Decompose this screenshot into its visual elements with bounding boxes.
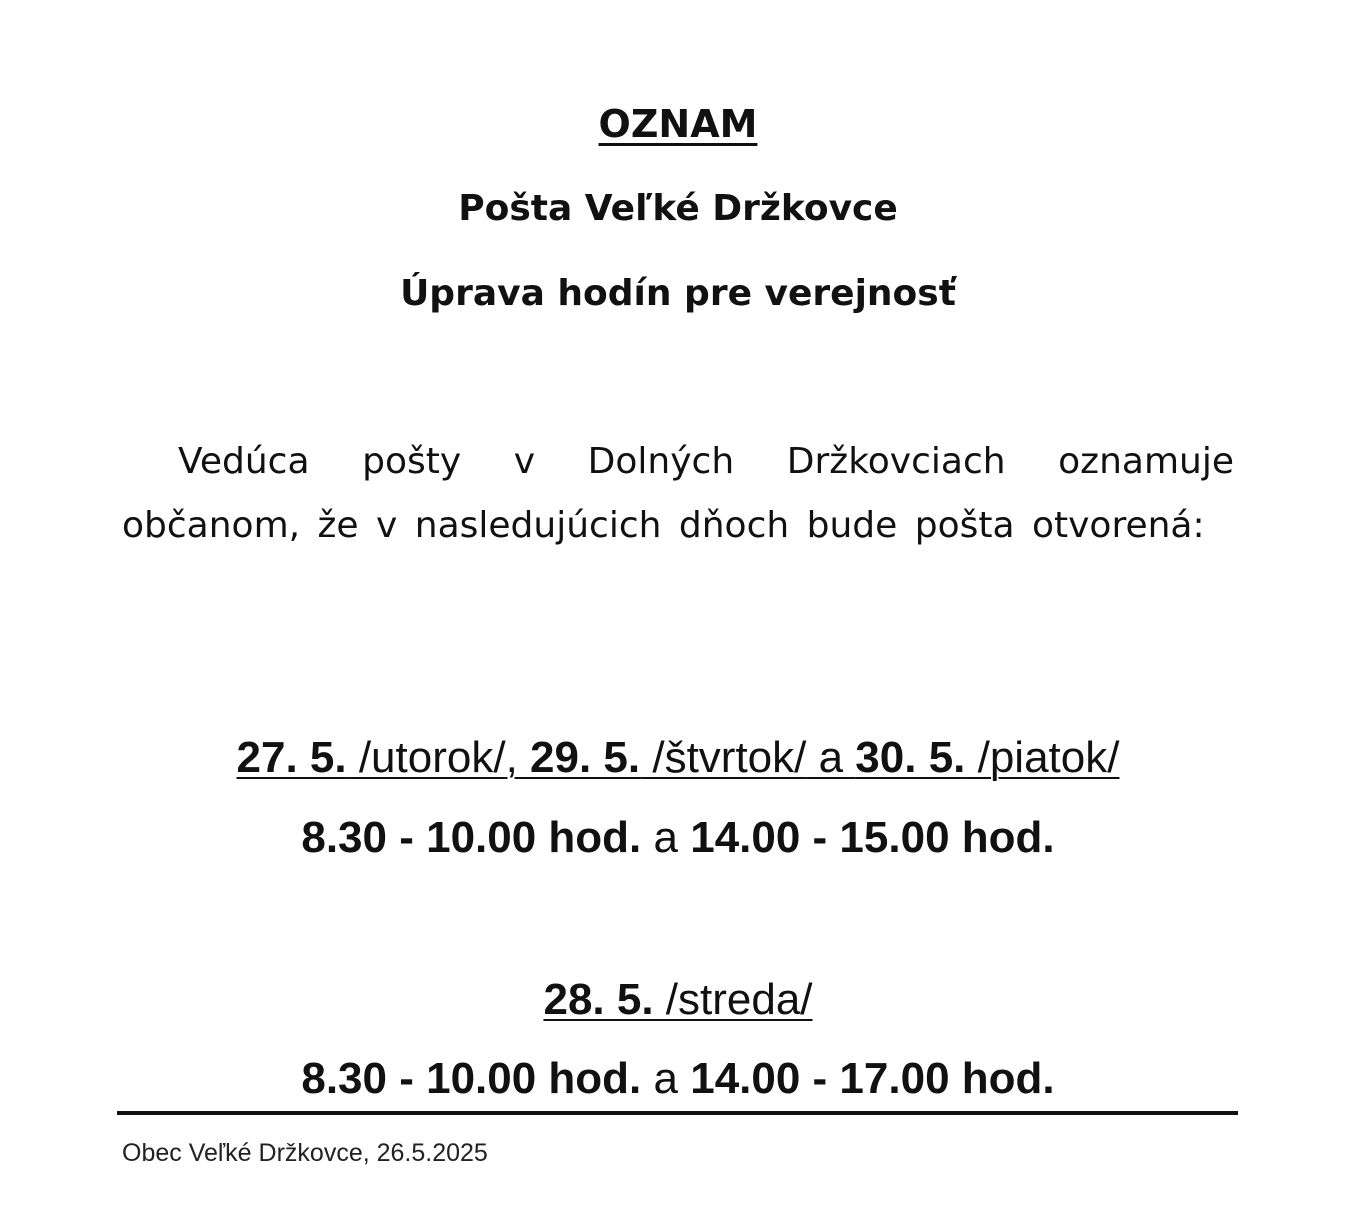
date-29-5: 29. 5. xyxy=(530,733,641,782)
date-30-5: 30. 5. xyxy=(855,733,966,782)
days-separator: , xyxy=(505,733,531,782)
day-piatok: /piatok/ xyxy=(965,733,1120,782)
schedule-hours-2 xyxy=(0,1052,1356,1106)
days-separator: a xyxy=(806,733,856,782)
day-utorok: /utorok/ xyxy=(346,733,506,782)
days-underline-group xyxy=(543,975,812,1024)
post-office-name: Pošta Veľké Držkovce xyxy=(458,188,898,229)
hours-morning: 8.30 - 10.00 hod. xyxy=(301,813,642,862)
notice-subject: Úprava hodín pre verejnosť xyxy=(400,273,956,314)
notice-text: Vedúca pošty v Dolných Držkovciach oznamuje občanom, že v nasledujúcich dňoch bude pošta otvorená: xyxy=(122,441,1234,546)
schedule-days-1 xyxy=(0,731,1356,785)
hours-afternoon: 14.00 - 17.00 hod. xyxy=(690,1054,1055,1103)
hours-joiner: a xyxy=(641,1054,691,1103)
hours-afternoon: 14.00 - 15.00 hod. xyxy=(690,813,1055,862)
date-28-5: 28. 5. xyxy=(543,975,654,1024)
hours-joiner: a xyxy=(641,813,691,862)
day-streda: /streda/ xyxy=(653,975,813,1024)
date-27-5: 27. 5. xyxy=(236,733,347,782)
schedule-hours-1 xyxy=(0,811,1356,865)
schedule-days-2 xyxy=(0,973,1356,1027)
footer-signature: Obec Veľké Držkovce, 26.5.2025 xyxy=(122,1139,488,1167)
footer-divider xyxy=(117,1111,1238,1115)
page-title: OZNAM xyxy=(598,102,758,146)
hours-morning: 8.30 - 10.00 hod. xyxy=(301,1054,642,1103)
days-underline-group xyxy=(237,733,1120,782)
day-stvrtok: /štvrtok/ xyxy=(640,733,807,782)
